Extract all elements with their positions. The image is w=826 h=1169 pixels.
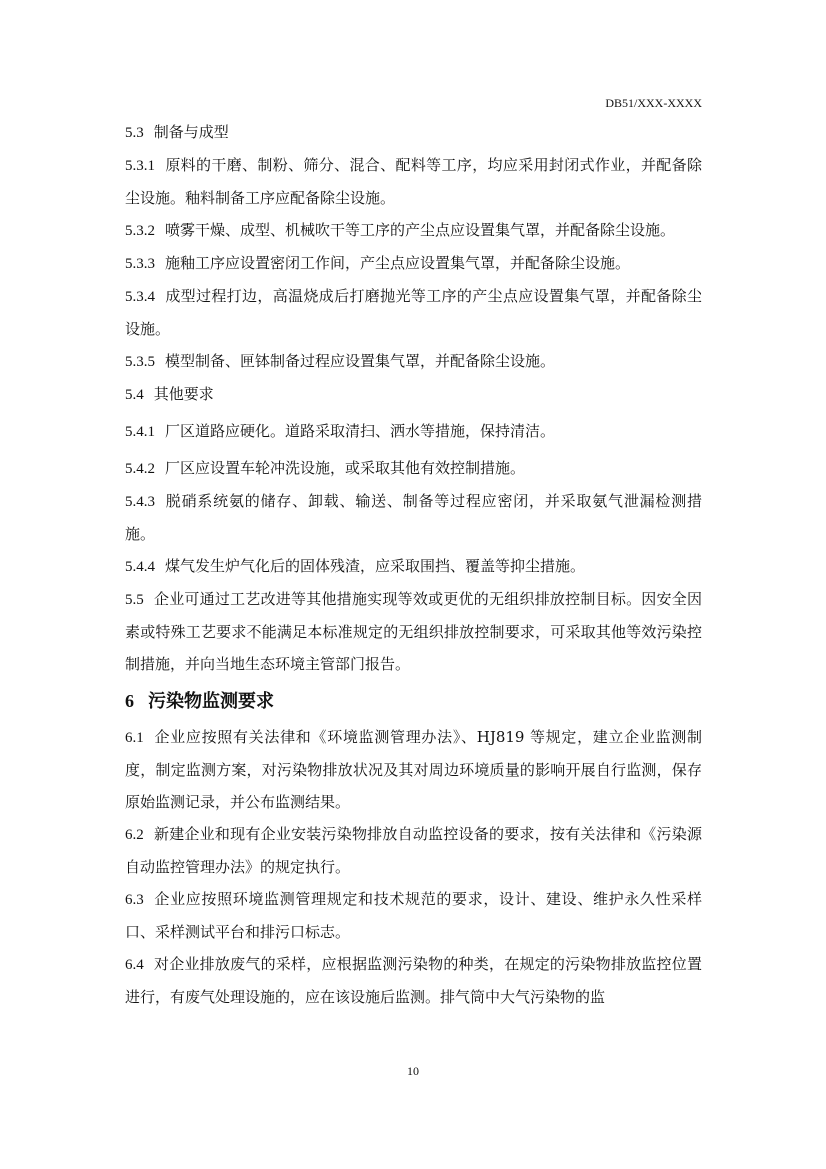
paragraph-5-3-2 [125,214,702,247]
clause-number: 5.4 [125,387,144,403]
clause-text: 喷雾干燥、成型、机械吹干等工序的产尘点应设置集气罩，并配备除尘设施。 [165,221,676,239]
clause-text: 其他要求 [153,385,214,403]
clause-text: 煤气发生炉气化后的固体残渣，应采取围挡、覆盖等抑尘措施。 [165,557,586,575]
clause-text: 成型过程打边，高温烧成后打磨抛光等工序的产尘点应设置集气罩，并配备除尘设施。 [125,287,702,338]
section-title: 污染物监测要求 [148,691,274,712]
clause-number: 5.3.2 [125,223,155,239]
clause-text: 厂区应设置车轮冲洗设施，或采取其他有效控制措施。 [165,459,526,477]
clause-number: 5.3.3 [125,256,155,272]
paragraph-5-4-2 [125,452,702,485]
clause-text: 对企业排放废气的采样，应根据监测污染物的种类，在规定的污染物排放监控位置进行，有废气处理设施的，应在该设施后监测。排气筒中大气污染物的监 [125,955,702,1006]
paragraph-6-1 [125,721,702,818]
paragraph-5-4-3 [125,485,702,550]
paragraph-6-3 [125,883,702,948]
paragraph-5-3-3 [125,247,702,280]
clause-number: 6.1 [125,730,144,746]
document-code: DB51/XXX-XXXX [605,96,702,110]
paragraph-5-5 [125,583,702,680]
clause-text: 制备与成型 [153,123,229,141]
clause-text: 施釉工序应设置密闭工作间，产尘点应设置集气罩，并配备除尘设施。 [165,254,631,272]
clause-text: 厂区道路应硬化。道路采取清扫、洒水等措施，保持清洁。 [165,422,556,440]
clause-number: 5.4.2 [125,461,155,477]
clause-text: 企业应按照环境监测管理规定和技术规范的要求，设计、建设、维护永久性采样口、采样测试平台和排污口标志。 [125,890,702,941]
paragraph-5-3-1 [125,149,702,214]
clause-text: 企业应按照有关法律和《环境监测管理办法》、HJ819 等规定，建立企业监测制度，制定监测方案，对污染物排放状况及其对周边环境质量的影响开展自行监测，保存原始监测记录，并公布监测结果。 [125,728,702,811]
clause-number: 6.4 [125,957,144,973]
clause-number: 5.3.4 [125,289,155,305]
clause-text: 新建企业和现有企业安装污染物排放自动监控设备的要求，按有关法律和《污染源自动监控管理办法》的规定执行。 [125,825,702,876]
clause-number: 6.2 [125,827,144,843]
section-heading [125,686,702,717]
paragraph-5-4-1 [125,415,702,448]
paragraph-5-3-4 [125,280,702,345]
clause-number: 6.3 [125,892,144,908]
paragraph-5-3-5 [125,345,702,378]
page-number: 10 [407,1064,419,1078]
clause-number: 5.4.4 [125,559,155,575]
clause-number: 5.3.5 [125,354,155,370]
paragraph-5-3 [125,116,702,149]
clause-number: 5.4.1 [125,424,155,440]
clause-text: 脱硝系统氨的储存、卸载、输送、制备等过程应密闭，并采取氨气泄漏检测措施。 [125,492,702,543]
section-number: 6 [125,691,134,711]
clause-number: 5.4.3 [125,494,155,510]
paragraph-5-4-4 [125,550,702,583]
clause-number: 5.5 [125,592,144,608]
paragraph-6-2 [125,818,702,883]
paragraph-6-4 [125,948,702,1013]
clause-number: 5.3.1 [125,158,155,174]
clause-text: 模型制备、匣钵制备过程应设置集气罩，并配备除尘设施。 [165,352,556,370]
clause-text: 企业可通过工艺改进等其他措施实现等效或更优的无组织排放控制目标。因安全因素或特殊工艺要求不能满足本标准规定的无组织排放控制要求，可采取其他等效污染控制措施，并向当地生态环境主管部门报告。 [125,590,702,673]
paragraph-5-4 [125,378,702,411]
clause-number: 5.3 [125,125,144,141]
clause-text: 原料的干磨、制粉、筛分、混合、配料等工序，均应采用封闭式作业，并配备除尘设施。釉料制备工序应配备除尘设施。 [125,156,702,207]
page-content [125,116,702,1013]
